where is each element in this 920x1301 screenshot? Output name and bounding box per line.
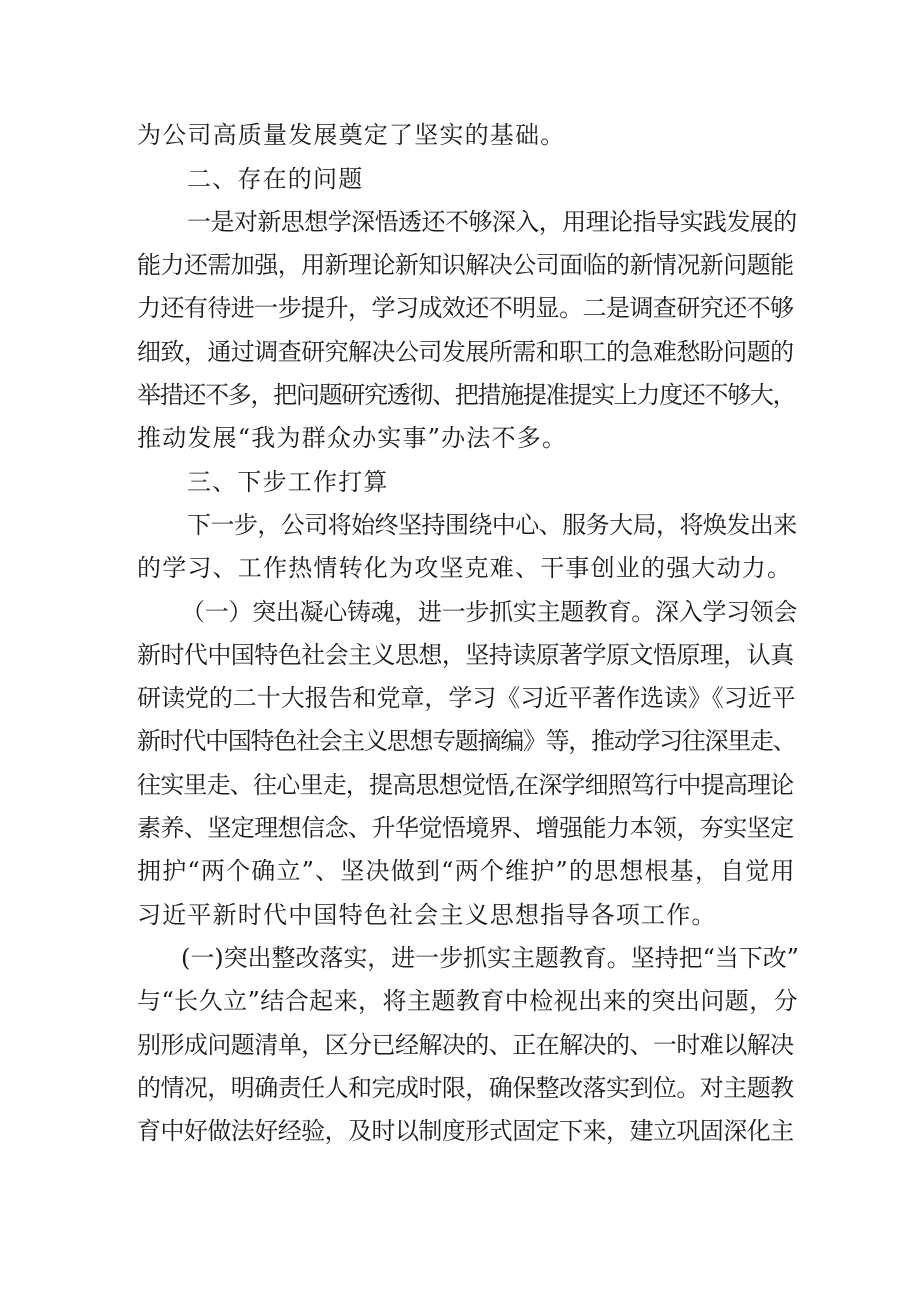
text-line: 细致，通过调查研究解决公司发展所需和职工的急难愁盼问题的	[137, 338, 794, 366]
section-heading: 三、下步工作打算	[187, 468, 389, 496]
text-line: 习近平新时代中国特色社会主义思想指导各项工作。	[137, 901, 717, 929]
text-line: 的情况，明确责任人和完成时限，确保整改落实到位。对主题教	[137, 1074, 794, 1102]
text-line: 新时代中国特色社会主义思想专题摘编》等，推动学习往深里走、	[137, 727, 796, 755]
text-line: 素养、坚定理想信念、升华觉悟境界、增强能力本领，夯实坚定	[137, 814, 794, 842]
text-line: 能力还需加强，用新理论新知识解决公司面临的新情况新问题能	[137, 251, 794, 279]
text-line: 别形成问题清单，区分已经解决的、正在解决的、一时难以解决	[137, 1031, 794, 1059]
text-line: 力还有待进一步提升，学习成效还不明显。二是调查研究还不够	[137, 294, 794, 322]
text-line: （一）突出凝心铸魂，进一步抓实主题教育。深入学习领会	[181, 598, 798, 626]
section-heading: 二、存在的问题	[187, 165, 364, 193]
text-line: 新时代中国特色社会主义思想，坚持读原著学原文悟原理，认真	[137, 641, 794, 669]
text-line: 往实里走、往心里走，提高思想觉悟,在深学细照笃行中提高理论	[137, 771, 794, 799]
text-line: 的学习、工作热情转化为攻坚克难、干事创业的强大动力。	[137, 554, 793, 582]
text-line: 推动发展“我为群众办实事”办法不多。	[137, 424, 568, 452]
text-line: 为公司高质量发展奠定了坚实的基础。	[137, 121, 566, 149]
text-line: 一是对新思想学深悟透还不够深入，用理论指导实践发展的	[187, 208, 797, 236]
text-line: (一)突出整改落实，进一步抓实主题教育。坚持把“当下改”	[181, 944, 799, 972]
text-line: 与“长久立”结合起来，将主题教育中检视出来的突出问题，分	[137, 987, 799, 1015]
text-line: 研读党的二十大报告和党章，学习《习近平著作选读》《习近平	[137, 684, 796, 712]
text-line: 举措还不多，把问题研究透彻、把措施提准提实上力度还不够大，	[137, 381, 796, 409]
text-line: 育中好做法好经验，及时以制度形式固定下来，建立巩固深化主	[137, 1117, 794, 1145]
text-line: 下一步，公司将始终坚持围绕中心、服务大局，将焕发出来	[187, 511, 797, 539]
text-line: 拥护“两个确立”、坚决做到“两个维护”的思想根基，自觉用	[137, 857, 796, 885]
